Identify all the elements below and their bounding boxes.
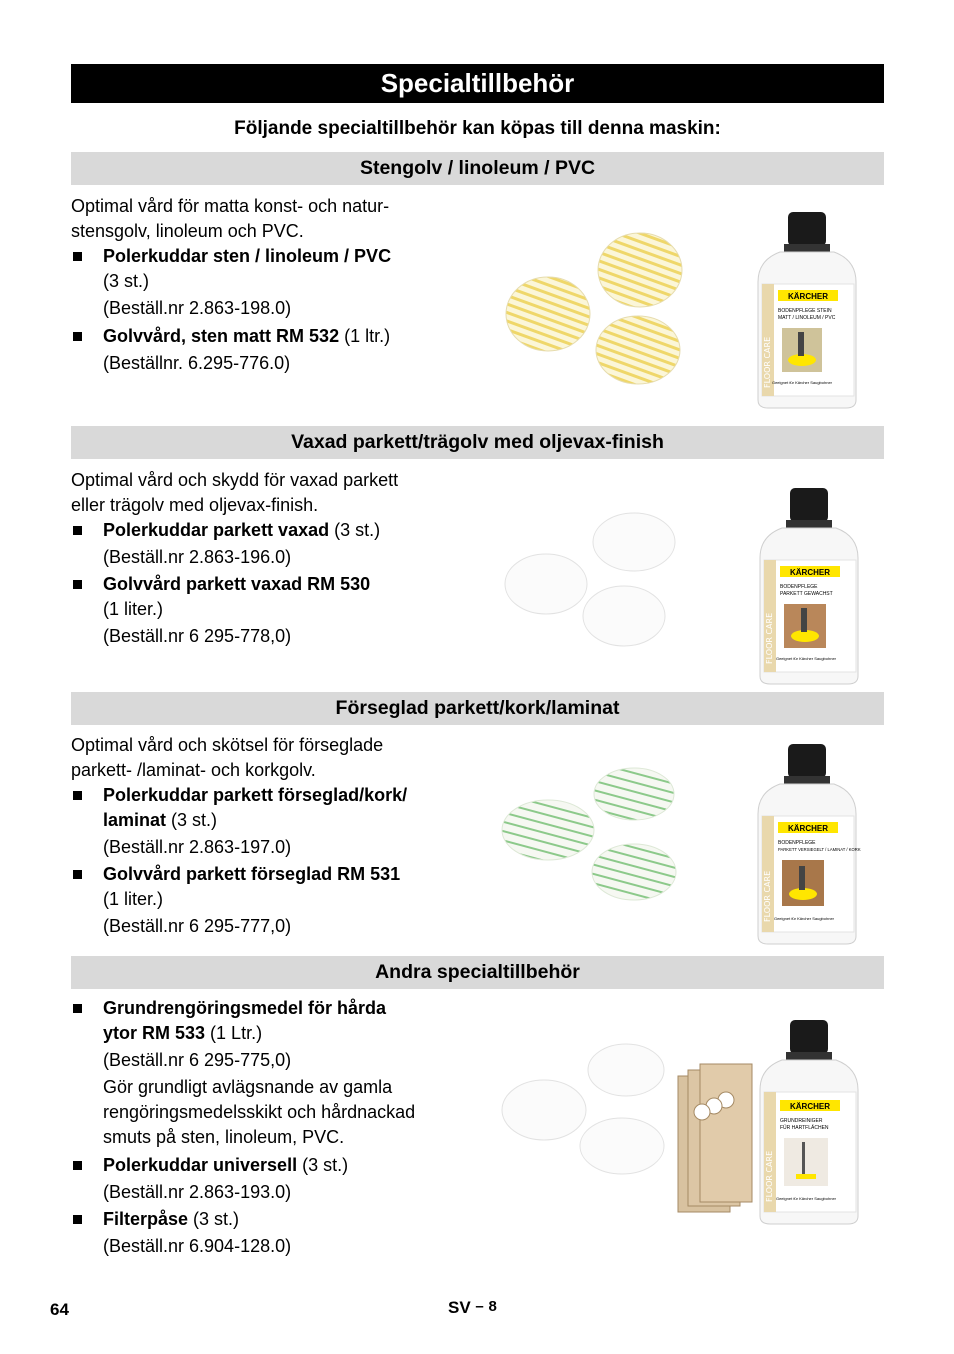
footer-lang: SV bbox=[448, 1298, 471, 1317]
bottle-footer: Geeignet für Kärcher Saugbohner bbox=[775, 656, 837, 661]
order-number: (Beställ.nr 2.863-198.0) bbox=[103, 298, 292, 318]
bullet-icon bbox=[73, 1215, 82, 1224]
section-heading-andra: Andra specialtillbehör bbox=[71, 956, 884, 989]
order-number: (Beställ.nr 6.904-128.0) bbox=[103, 1236, 292, 1256]
footer-separator: – bbox=[475, 1298, 484, 1315]
bottle-footer: Geeignet für Kärcher Saugbohner bbox=[773, 916, 835, 921]
brand-label: KÄRCHER bbox=[788, 824, 828, 833]
side-label: FLOOR CARE bbox=[763, 336, 772, 388]
order-number: (Beställ.nr 2.863-197.0) bbox=[103, 837, 292, 857]
item-note: Gör grundligt avlägsnande av gamla rengöringsmedelsskikt och hårdnackad smuts på sten, linoleum, PVC. bbox=[103, 1077, 416, 1147]
brand-label: KÄRCHER bbox=[788, 292, 828, 301]
intro-text: Följande specialtillbehör kan köpas till denna maskin: bbox=[234, 118, 721, 139]
bottle-line2: MATT / LINOLEUM / PVC bbox=[778, 315, 836, 321]
order-number: (Beställ.nr 6 295-775,0) bbox=[103, 1050, 292, 1070]
section-description: Optimal vård och skötsel för förseglade parkett- /laminat- och korkgolv. bbox=[71, 735, 384, 780]
polishing-pads-image bbox=[498, 214, 718, 386]
side-label: FLOOR CARE bbox=[765, 1150, 774, 1202]
section-text-stengolv bbox=[71, 194, 481, 376]
bottle-image bbox=[756, 1016, 864, 1228]
order-number: (Beställ.nr 2.863-196.0) bbox=[103, 547, 292, 567]
list-item: Polerkuddar universell (3 st.) (Beställ.nr 2.863-193.0) bbox=[71, 1153, 491, 1205]
bottle-line2: PARKETT VERSIEGELT / LAMINAT / KORK bbox=[778, 847, 861, 852]
bullet-icon bbox=[73, 526, 82, 535]
polishing-pads-image bbox=[500, 764, 686, 904]
brand-label: KÄRCHER bbox=[790, 1102, 830, 1111]
bottle-image bbox=[752, 740, 864, 948]
bottle-footer: Geeignet für Kärcher Saugbohner bbox=[775, 1196, 837, 1201]
side-label: FLOOR CARE bbox=[765, 612, 774, 664]
order-number: (Beställ.nr 6 295-777,0) bbox=[103, 916, 292, 936]
list-item: Golvvård, sten matt RM 532 (1 ltr.) (Beställnr. 6.295-776.0) bbox=[71, 324, 481, 376]
list-item: Golvvård parkett förseglad RM 531 (1 liter.) (Beställ.nr 6 295-777,0) bbox=[71, 862, 481, 939]
polishing-pads-image bbox=[498, 508, 698, 650]
section-heading-forseglad-parkett: Förseglad parkett/kork/laminat bbox=[71, 692, 884, 725]
list-item: Filterpåse (3 st.) (Beställ.nr 6.904-128.0) bbox=[71, 1207, 491, 1259]
bullet-icon bbox=[73, 1161, 82, 1170]
bullet-icon bbox=[73, 1004, 82, 1013]
bottle-image bbox=[756, 484, 864, 688]
section-text-forseglad-parkett bbox=[71, 733, 481, 939]
section-heading-stengolv: Stengolv / linoleum / PVC bbox=[71, 152, 884, 185]
bottle-line2: FÜR HARTFLÄCHEN bbox=[780, 1125, 829, 1131]
filter-bags-image bbox=[676, 1062, 756, 1218]
bottle-line2: PARKETT GEWACHST bbox=[780, 591, 833, 597]
bullet-icon bbox=[73, 791, 82, 800]
list-item: Polerkuddar parkett vaxad (3 st.) (Beställ.nr 2.863-196.0) bbox=[71, 518, 481, 570]
order-number: (Beställ.nr 6 295-778,0) bbox=[103, 626, 292, 646]
bottle-image bbox=[752, 208, 864, 412]
section-heading-vaxad-parkett: Vaxad parkett/trägolv med oljevax-finish bbox=[71, 426, 884, 459]
bullet-icon bbox=[73, 870, 82, 879]
polishing-pads-image bbox=[498, 1040, 678, 1180]
footer-section-page: 8 bbox=[488, 1298, 497, 1315]
list-item: Polerkuddar parkett förseglad/kork/ laminat (3 st.) (Beställ.nr 2.863-197.0) bbox=[71, 783, 481, 860]
section-description: Optimal vård för matta konst- och natur- stensgolv, linoleum och PVC. bbox=[71, 196, 390, 241]
order-number: (Beställ.nr 2.863-193.0) bbox=[103, 1182, 292, 1202]
footer-section bbox=[448, 1298, 497, 1318]
side-label: FLOOR CARE bbox=[763, 870, 772, 922]
list-item: Golvvård parkett vaxad RM 530 (1 liter.) (Beställ.nr 6 295-778,0) bbox=[71, 572, 481, 649]
page-number: 64 bbox=[50, 1300, 69, 1319]
list-item: Polerkuddar sten / linoleum / PVC (3 st.) (Beställ.nr 2.863-198.0) bbox=[71, 244, 481, 321]
bottle-line1: BODENPFLEGE STEIN bbox=[778, 308, 832, 314]
section-text-vaxad-parkett bbox=[71, 468, 481, 649]
bottle-footer: Geeignet für Kärcher Saugbohner bbox=[771, 380, 833, 385]
bottle-line1: BODENPFLEGE bbox=[780, 584, 818, 590]
section-description: Optimal vård och skydd för vaxad parkett eller trägolv med oljevax-finish. bbox=[71, 470, 399, 515]
list-item: Grundrengöringsmedel för hårda ytor RM 533 (1 Ltr.) (Beställ.nr 6 295-775,0) Gör grundligt avlägsnande av gamla rengöringsmedelsskikt och hårdnackad smuts på sten, linoleum, PVC. bbox=[71, 996, 491, 1150]
brand-label: KÄRCHER bbox=[790, 568, 830, 577]
bullet-icon bbox=[73, 332, 82, 341]
bullet-icon bbox=[73, 252, 82, 261]
order-number: (Beställnr. 6.295-776.0) bbox=[103, 353, 291, 373]
bullet-icon bbox=[73, 580, 82, 589]
page-title: Specialtillbehör bbox=[71, 64, 884, 103]
bottle-line1: BODENPFLEGE bbox=[778, 840, 816, 846]
bottle-line1: GRUNDREINIGER bbox=[780, 1118, 823, 1124]
section-text-andra bbox=[71, 996, 491, 1259]
